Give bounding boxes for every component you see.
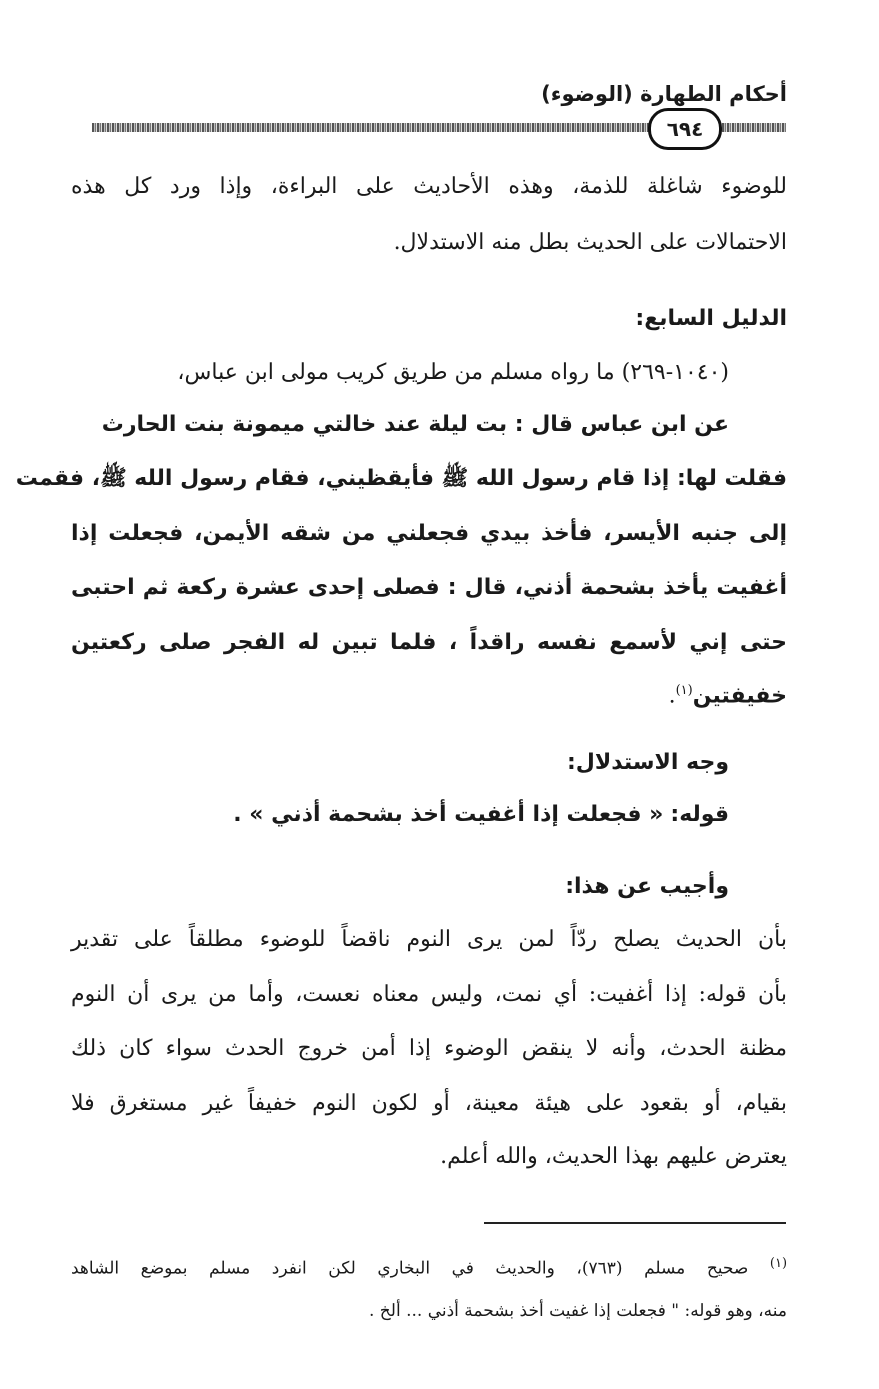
quote-text: « فجعلت إذا أغفيت أخذ بشحمة أذني » . <box>233 802 664 827</box>
hadith-reference: (١٠٤٠-٢٦٩) ما رواه مسلم من طريق كريب مولى ابن عباس، <box>177 360 729 385</box>
body-line: بأن قوله: إذا أغفيت: أي نمت، وليس معناه نعست، وأما من يرى أن النوم <box>71 982 787 1007</box>
footnote-line: منه، وهو قوله: " فجعلت إذا غفيت أخذ بشحمة أذني ... ألخ . <box>369 1301 787 1321</box>
section-heading-evidence: الدليل السابع: <box>635 306 787 331</box>
hadith-text: خفيفتين <box>692 683 787 709</box>
body-line: للوضوء شاغلة للذمة، وهذه الأحاديث على البراءة، وإذا ورد كل هذه <box>71 174 787 199</box>
footnote-rule <box>484 1222 786 1224</box>
hadith-line: حتى إني لأسمع نفسه راقداً ، فلما تبين له الفجر صلى ركعتين <box>71 630 787 655</box>
quote-line <box>233 804 729 826</box>
hadith-line: فقلت لها: إذا قام رسول الله ﷺ فأيقظيني، فقام رسول الله ﷺ، فقمت <box>15 466 787 491</box>
hadith-line-end <box>669 684 787 707</box>
footnote-text: صحيح مسلم (٧٦٣)، والحديث في البخاري لكن انفرد مسلم بموضع الشاهد <box>71 1258 749 1279</box>
page-number: ٦٩٤ <box>666 117 704 141</box>
body-line: مظنة الحدث، وأنه لا ينقض الوضوء إذا أمن خروج الحدث سواء كان ذلك <box>71 1036 787 1061</box>
hadith-line: عن ابن عباس قال : بت ليلة عند خالتي ميمونة بنت الحارث <box>101 412 729 437</box>
footnote-reference: (١) <box>675 683 693 698</box>
footnote-marker: (١) <box>769 1256 788 1271</box>
quote-label: قوله: <box>670 802 729 827</box>
body-line: يعترض عليهم بهذا الحديث، والله أعلم. <box>440 1144 787 1169</box>
running-title: أحكام الطهارة (الوضوء) <box>541 82 787 106</box>
page-number-badge <box>648 108 722 150</box>
hadith-line: أغفيت يأخذ بشحمة أذني، قال : فصلى إحدى عشرة ركعة ثم احتبى <box>71 575 787 600</box>
hadith-line: إلى جنبه الأيسر، فأخذ بيدي فجعلني من شقه الأيمن، فجعلت إذا <box>71 521 787 546</box>
section-heading-answer: وأجيب عن هذا: <box>565 874 729 899</box>
body-line: بقيام، أو بقعود على هيئة معينة، أو لكون النوم خفيفاً غير مستغرق فلا <box>71 1091 787 1116</box>
body-line: بأن الحديث يصلح ردّاً لمن يرى النوم ناقضاً للوضوء مطلقاً على تقدير <box>71 927 787 952</box>
footnote-line <box>71 1257 787 1278</box>
section-heading-inference: وجه الاستدلال: <box>566 750 729 775</box>
hadith-end-punct: . <box>668 683 676 709</box>
body-line: الاحتمالات على الحديث بطل منه الاستدلال. <box>393 230 787 255</box>
